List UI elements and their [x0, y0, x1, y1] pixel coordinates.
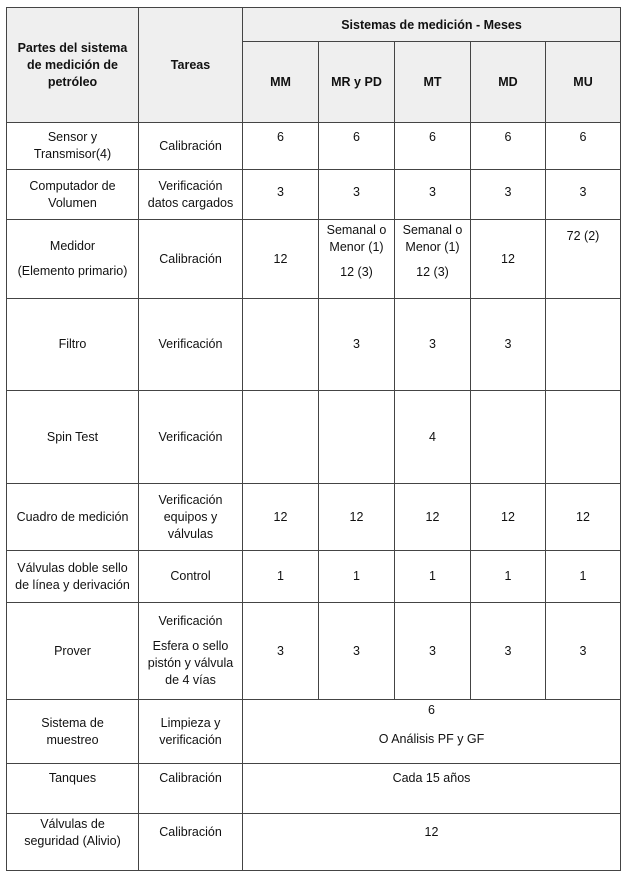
header-parts-label: Partes del sistema de medición de petróleo	[17, 40, 128, 89]
value-cell: 3	[471, 170, 546, 220]
value-cell: 3	[546, 603, 621, 700]
value-text: O Análisis PF y GF	[378, 732, 485, 746]
value-cell: 12	[243, 484, 319, 551]
task-cell	[139, 700, 243, 764]
merged-value-cell	[243, 700, 621, 764]
task-text: Verificación	[158, 492, 223, 507]
part-cell	[7, 123, 139, 170]
part-cell	[7, 551, 139, 603]
task-cell: Calibración	[139, 220, 243, 299]
table-row	[7, 764, 621, 814]
value-cell: 72 (2)	[546, 220, 621, 299]
table-row	[7, 700, 621, 764]
part-text: Medidor	[49, 239, 96, 253]
value-cell: 6	[319, 123, 395, 170]
part-cell: Cuadro de medición	[7, 484, 139, 551]
part-text: Válvulas doble sello	[17, 560, 128, 575]
value-cell: 3	[319, 603, 395, 700]
value-cell: 12	[395, 484, 471, 551]
header-tasks	[139, 8, 243, 123]
task-text: verificación	[159, 732, 222, 747]
value-cell: 1	[243, 551, 319, 603]
value-cell	[546, 391, 621, 484]
value-cell: 3	[319, 170, 395, 220]
value-cell	[243, 299, 319, 391]
value-cell: 12	[319, 484, 395, 551]
table-row	[7, 220, 621, 299]
part-text: Transmisor(4)	[33, 147, 112, 161]
task-text: Verificación	[158, 178, 223, 193]
header-systems-group-label: Sistemas de medición - Meses	[341, 18, 522, 32]
part-text: Sensor y	[47, 130, 98, 144]
part-cell	[7, 700, 139, 764]
value-cell: 3	[243, 603, 319, 700]
value-cell	[471, 391, 546, 484]
part-text: (Elemento primario)	[17, 264, 128, 278]
value-text: 6	[428, 703, 435, 717]
table-row	[7, 551, 621, 603]
merged-value-cell: Cada 15 años	[243, 764, 621, 814]
part-cell: Tanques	[7, 764, 139, 814]
part-text: seguridad (Alivio)	[24, 834, 121, 848]
value-text: 12 (3)	[340, 265, 373, 279]
value-cell: 3	[395, 299, 471, 391]
value-cell: 3	[471, 603, 546, 700]
task-cell: Verificación	[139, 299, 243, 391]
header-tasks-label: Tareas	[170, 57, 211, 72]
part-cell: Filtro	[7, 299, 139, 391]
part-text: Válvulas de	[40, 817, 105, 831]
part-text: Volumen	[48, 195, 97, 210]
value-cell: 1	[471, 551, 546, 603]
value-text: Menor (1)	[329, 240, 384, 254]
table-row	[7, 170, 621, 220]
header-parts	[7, 8, 139, 123]
task-text: datos cargados	[147, 195, 234, 210]
table-row	[7, 123, 621, 170]
value-cell: 3	[395, 170, 471, 220]
value-cell	[319, 220, 395, 299]
task-cell: Calibración	[139, 814, 243, 871]
header-system-md: MD	[471, 42, 546, 123]
header-systems-group	[243, 8, 621, 42]
task-cell	[139, 484, 243, 551]
value-text: 12 (3)	[416, 265, 449, 279]
task-text: pistón y válvula	[147, 656, 234, 670]
task-cell: Verificación	[139, 391, 243, 484]
part-text: de línea y derivación	[15, 577, 130, 592]
value-cell: 1	[319, 551, 395, 603]
value-text: Menor (1)	[405, 240, 460, 254]
part-text: Computador de	[29, 178, 116, 193]
value-cell: 3	[546, 170, 621, 220]
table-row	[7, 603, 621, 700]
header-system-mr-pd: MR y PD	[319, 42, 395, 123]
value-cell: 6	[471, 123, 546, 170]
part-cell: Prover	[7, 603, 139, 700]
task-text: de 4 vías	[165, 673, 216, 687]
value-cell: 4	[395, 391, 471, 484]
maintenance-frequency-table	[6, 7, 621, 871]
value-cell: 3	[319, 299, 395, 391]
part-cell	[7, 814, 139, 871]
value-text: Semanal o	[326, 223, 387, 237]
value-cell: 6	[546, 123, 621, 170]
value-cell: 1	[546, 551, 621, 603]
table-row	[7, 299, 621, 391]
task-text: Verificación	[158, 614, 223, 628]
task-text: equipos y	[163, 509, 218, 524]
task-cell: Calibración	[139, 123, 243, 170]
value-cell: 3	[243, 170, 319, 220]
header-system-mu: MU	[546, 42, 621, 123]
table-row	[7, 814, 621, 871]
merged-value-cell: 12	[243, 814, 621, 871]
table-row	[7, 484, 621, 551]
value-cell: 12	[471, 220, 546, 299]
task-cell	[139, 170, 243, 220]
header-system-mt: MT	[395, 42, 471, 123]
value-cell: 12	[546, 484, 621, 551]
table-row	[7, 391, 621, 484]
task-text: Limpieza y	[160, 715, 221, 730]
value-cell: 3	[471, 299, 546, 391]
header-system-mm: MM	[243, 42, 319, 123]
value-cell	[546, 299, 621, 391]
value-cell	[243, 391, 319, 484]
value-cell: 3	[395, 603, 471, 700]
value-cell: 12	[471, 484, 546, 551]
part-cell	[7, 170, 139, 220]
value-cell: 6	[395, 123, 471, 170]
value-text: Semanal o	[402, 223, 463, 237]
value-cell: 12	[243, 220, 319, 299]
value-cell	[319, 391, 395, 484]
task-cell	[139, 603, 243, 700]
part-text: Sistema de	[41, 715, 104, 730]
value-cell	[395, 220, 471, 299]
value-cell: 6	[243, 123, 319, 170]
value-cell: 1	[395, 551, 471, 603]
part-text: muestreo	[46, 732, 99, 747]
task-cell: Control	[139, 551, 243, 603]
task-cell: Calibración	[139, 764, 243, 814]
part-cell: Spin Test	[7, 391, 139, 484]
task-text: válvulas	[167, 526, 214, 541]
task-text: Esfera o sello	[152, 639, 229, 653]
part-cell	[7, 220, 139, 299]
